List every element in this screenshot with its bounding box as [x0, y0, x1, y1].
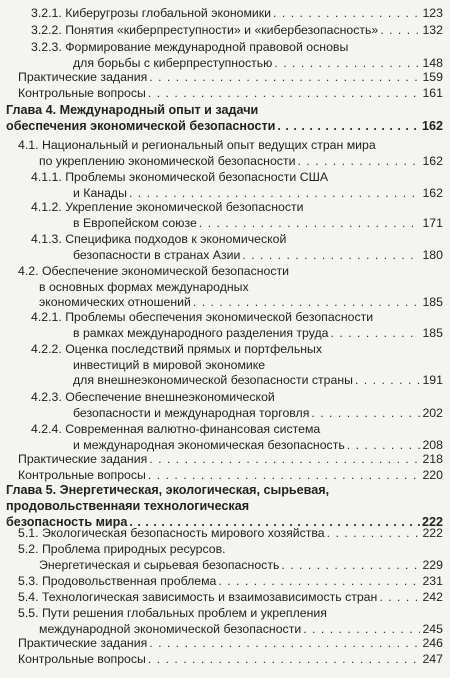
entry-last-line [18, 295, 443, 311]
entry-last-line [18, 558, 443, 574]
entry-title-text [6, 118, 275, 134]
entry-title: по укреплению экономической безопасности [39, 153, 296, 168]
entry-title-text [31, 342, 322, 356]
dot-leader [199, 216, 421, 232]
entry-last-line [31, 406, 443, 422]
toc-entry [31, 23, 443, 39]
entry-title-text [39, 622, 301, 638]
entry-title: безопасности в странах Азии [73, 247, 241, 262]
entry-number: 3.2.1. [31, 6, 62, 20]
entry-last-line [18, 526, 443, 542]
entry-number: 5.3. [18, 574, 39, 588]
entry-number: Глава 4. [6, 103, 57, 117]
entry-title: международной экономической безопасности [39, 621, 302, 636]
page-number: 162 [421, 119, 443, 133]
entry-title-text [18, 70, 147, 86]
entry-line [31, 232, 443, 248]
dot-leader [297, 154, 420, 170]
page-number: 148 [422, 55, 443, 70]
entry-last-line [31, 438, 443, 454]
page-number: 191 [422, 373, 443, 387]
toc-entry [18, 452, 443, 468]
toc-entry [18, 652, 443, 668]
dot-leader [327, 526, 421, 542]
entry-title: Обеспечение экономической безопасности [41, 264, 290, 278]
entry-line [31, 358, 443, 374]
entry-number: 5.5. [18, 606, 39, 620]
entry-title-text [31, 23, 378, 39]
entry-title: Практические задания [18, 70, 148, 84]
entry-last-line [18, 590, 443, 606]
entry-title-text [6, 499, 249, 513]
entry-title: в Европейском союзе [73, 215, 197, 230]
page-number: 123 [422, 6, 443, 20]
entry-number: 5.1. [18, 526, 39, 540]
entry-title: Национальный и региональный опыт ведущих стран мира [41, 138, 376, 152]
page-number: 185 [422, 325, 443, 340]
page-number: 171 [422, 215, 443, 230]
entry-line [6, 498, 443, 514]
toc-entry [31, 342, 443, 389]
entry-title-text [31, 232, 286, 246]
entry-title: Оценка последствий прямых и портфельных [65, 342, 323, 356]
toc-entry [31, 40, 443, 71]
page-number: 247 [422, 652, 443, 666]
toc-entry [18, 70, 443, 86]
page-number: 161 [422, 86, 443, 100]
entry-title-text [18, 652, 146, 668]
entry-number: 4.2.4. [31, 422, 62, 436]
entry-last-line [31, 248, 443, 264]
entry-line [18, 264, 443, 280]
entry-last-line [18, 452, 443, 468]
entry-line [6, 102, 443, 118]
entry-title: Экологическая безопасность мирового хозяйства [41, 526, 325, 540]
toc-entry [31, 170, 443, 201]
toc-entry [18, 574, 443, 590]
page-number: 222 [422, 526, 443, 540]
entry-title-text [73, 56, 272, 72]
entry-title-text [39, 558, 279, 574]
entry-title: Понятия «киберпреступности» и «кибербезопасность» [65, 23, 379, 37]
entry-last-line [31, 186, 443, 202]
entry-title-text [39, 154, 295, 170]
entry-line [31, 422, 443, 438]
entry-title: Проблемы обеспечения экономической безопасности [65, 310, 374, 324]
entry-title: в рамках международного разделения труда [73, 325, 329, 340]
entry-number: 3.2.2. [31, 23, 62, 37]
dot-leader [311, 406, 420, 422]
entry-number: 4.2.1. [31, 310, 62, 324]
entry-title-text [18, 452, 147, 468]
entry-number: Глава 5. [6, 483, 57, 497]
page-number: 159 [422, 70, 443, 84]
entry-title-text [73, 373, 353, 389]
toc-entry [18, 264, 443, 311]
entry-title-text [73, 216, 197, 232]
page-number: 220 [422, 468, 443, 482]
dot-leader [149, 636, 420, 652]
entry-title: Специфика подходов к экономической [65, 232, 287, 246]
entry-number: 4.2. [18, 264, 39, 278]
toc-entry [18, 138, 443, 169]
toc-entry [31, 232, 443, 263]
entry-title: безопасность мира [6, 515, 128, 529]
toc-entry [18, 542, 443, 573]
page-number: 202 [422, 405, 443, 420]
entry-number: 4.1.1. [31, 170, 62, 184]
entry-title-text [31, 310, 373, 324]
entry-title-text [18, 542, 226, 556]
entry-title: Контрольные вопросы [18, 468, 146, 482]
entry-line [18, 138, 443, 154]
entry-line [18, 542, 443, 558]
dot-leader [281, 558, 420, 574]
entry-last-line [31, 6, 443, 22]
entry-line [6, 482, 443, 498]
entry-last-line [18, 636, 443, 652]
toc-entry [18, 636, 443, 652]
entry-line [18, 280, 443, 296]
entry-title: Пути решения глобальных проблем и укрепления [41, 606, 327, 620]
entry-title-text [73, 358, 265, 372]
entry-title-text [73, 248, 240, 264]
dot-leader [277, 118, 420, 134]
dot-leader [149, 70, 420, 86]
entry-last-line [31, 56, 443, 72]
entry-line [18, 606, 443, 622]
entry-line [31, 342, 443, 358]
page-number: 222 [421, 515, 443, 529]
entry-number: 4.2.3. [31, 390, 62, 404]
page-number: 245 [422, 621, 443, 636]
entry-title: и Канады [73, 185, 127, 200]
entry-title: Международный опыт и задачи [59, 103, 259, 117]
entry-title-text [18, 264, 289, 278]
dot-leader [242, 248, 420, 264]
entry-line [31, 200, 443, 216]
entry-title-text [31, 390, 275, 404]
entry-title-text [39, 280, 249, 294]
entry-title: и международная экономическая безопасность [73, 437, 345, 452]
entry-line [31, 310, 443, 326]
entry-line [31, 40, 443, 56]
entry-title: Проблема природных ресурсов. [41, 542, 226, 556]
entry-title: Современная валютно-финансовая система [65, 422, 321, 436]
entry-last-line [18, 154, 443, 170]
entry-title: безопасности и международная торговля [73, 405, 310, 420]
entry-title: для борьбы с киберпреступностью [73, 55, 273, 70]
dot-leader [148, 86, 421, 102]
page-number: 246 [422, 636, 443, 650]
entry-number: 4.1.3. [31, 232, 62, 246]
dot-leader [379, 590, 420, 606]
entry-title: Формирование международной правовой основы [65, 40, 349, 54]
entry-title: Продовольственная проблема [41, 574, 217, 588]
entry-last-line [31, 373, 443, 389]
dot-leader [273, 6, 420, 22]
entry-title-text [73, 406, 309, 422]
entry-title-text [31, 170, 328, 184]
chapter-heading [6, 102, 443, 134]
dot-leader [129, 186, 421, 202]
page-number: 162 [422, 185, 443, 200]
entry-title-text [31, 200, 303, 214]
entry-number: 4.1.2. [31, 200, 62, 214]
entry-last-line [31, 216, 443, 232]
entry-title: Проблемы экономической безопасности США [65, 170, 329, 184]
entry-last-line [18, 70, 443, 86]
entry-title: обеспечения экономической безопасности [6, 119, 276, 133]
entry-title-text [73, 438, 345, 454]
toc-entry [18, 526, 443, 542]
entry-title-text [31, 6, 271, 22]
entry-title-text [18, 574, 216, 590]
dot-leader [274, 56, 420, 72]
entry-title-text [39, 295, 191, 311]
toc-entry [31, 390, 443, 421]
dot-leader [347, 438, 421, 454]
toc-entry [31, 6, 443, 22]
entry-title: Укрепление экономической безопасности [65, 200, 304, 214]
entry-number: 5.4. [18, 590, 39, 604]
entry-title-text [18, 606, 327, 620]
entry-title-text [18, 138, 376, 152]
dot-leader [331, 326, 421, 342]
toc-entry [31, 422, 443, 453]
entry-number: 3.2.3. [31, 40, 62, 54]
entry-title-text [18, 86, 146, 102]
dot-leader [149, 452, 420, 468]
entry-title: в основных формах международных [39, 279, 249, 294]
page-number: 231 [422, 574, 443, 588]
page-number: 242 [422, 590, 443, 604]
page-number: 162 [422, 153, 443, 168]
entry-title-text [6, 103, 258, 117]
toc-entry [18, 606, 443, 637]
toc-entry [31, 200, 443, 231]
entry-title: Энергетическая и сырьевая безопасность [39, 557, 280, 572]
entry-title-text [73, 186, 127, 202]
entry-title-text [31, 422, 320, 436]
entry-title-text [18, 636, 147, 652]
entry-line [31, 170, 443, 186]
page-number: 208 [422, 437, 443, 452]
page-number: 218 [422, 452, 443, 466]
toc-entry [18, 590, 443, 606]
entry-last-line [18, 652, 443, 668]
entry-title: инвестиций в мировой экономике [73, 357, 266, 372]
entry-title-text [18, 526, 325, 542]
dot-leader [303, 622, 420, 638]
entry-title-text [18, 590, 377, 606]
entry-title: Практические задания [18, 452, 148, 466]
page-number: 185 [422, 295, 443, 309]
entry-title: Контрольные вопросы [18, 86, 146, 100]
entry-title: продовольственнаяи технологическая [6, 499, 250, 513]
entry-number: 5.2. [18, 542, 39, 556]
entry-last-line [18, 622, 443, 638]
dot-leader [355, 373, 421, 389]
entry-title: Обеспечение внешнеэкономической [65, 390, 275, 404]
entry-last-line [18, 574, 443, 590]
dot-leader [380, 23, 420, 39]
toc-entry [31, 310, 443, 341]
dot-leader [218, 574, 420, 590]
dot-leader [148, 652, 421, 668]
page-number: 132 [422, 23, 443, 37]
chapter-heading [6, 482, 443, 530]
entry-title: Контрольные вопросы [18, 652, 146, 666]
page-number: 229 [422, 557, 443, 572]
entry-line [31, 390, 443, 406]
entry-number: 4.1. [18, 138, 39, 152]
entry-last-line [31, 23, 443, 39]
entry-number: 4.2.2. [31, 342, 62, 356]
entry-title: Технологическая зависимость и взаимозависимость стран [41, 590, 378, 604]
dot-leader [193, 295, 421, 311]
entry-last-line [31, 326, 443, 342]
entry-title-text [31, 40, 348, 54]
entry-title: Киберугрозы глобальной экономики [65, 6, 272, 20]
entry-title: Энергетическая, экологическая, сырьевая, [59, 483, 330, 497]
entry-title-text [6, 483, 329, 497]
entry-title: Практические задания [18, 636, 148, 650]
entry-last-line [6, 118, 443, 134]
toc-entry [18, 86, 443, 102]
entry-title: для внешнеэкономической безопасности страны [73, 373, 353, 387]
entry-title-text [73, 326, 329, 342]
entry-last-line [18, 86, 443, 102]
page-number: 180 [422, 247, 443, 262]
entry-title: экономических отношений [39, 295, 191, 309]
